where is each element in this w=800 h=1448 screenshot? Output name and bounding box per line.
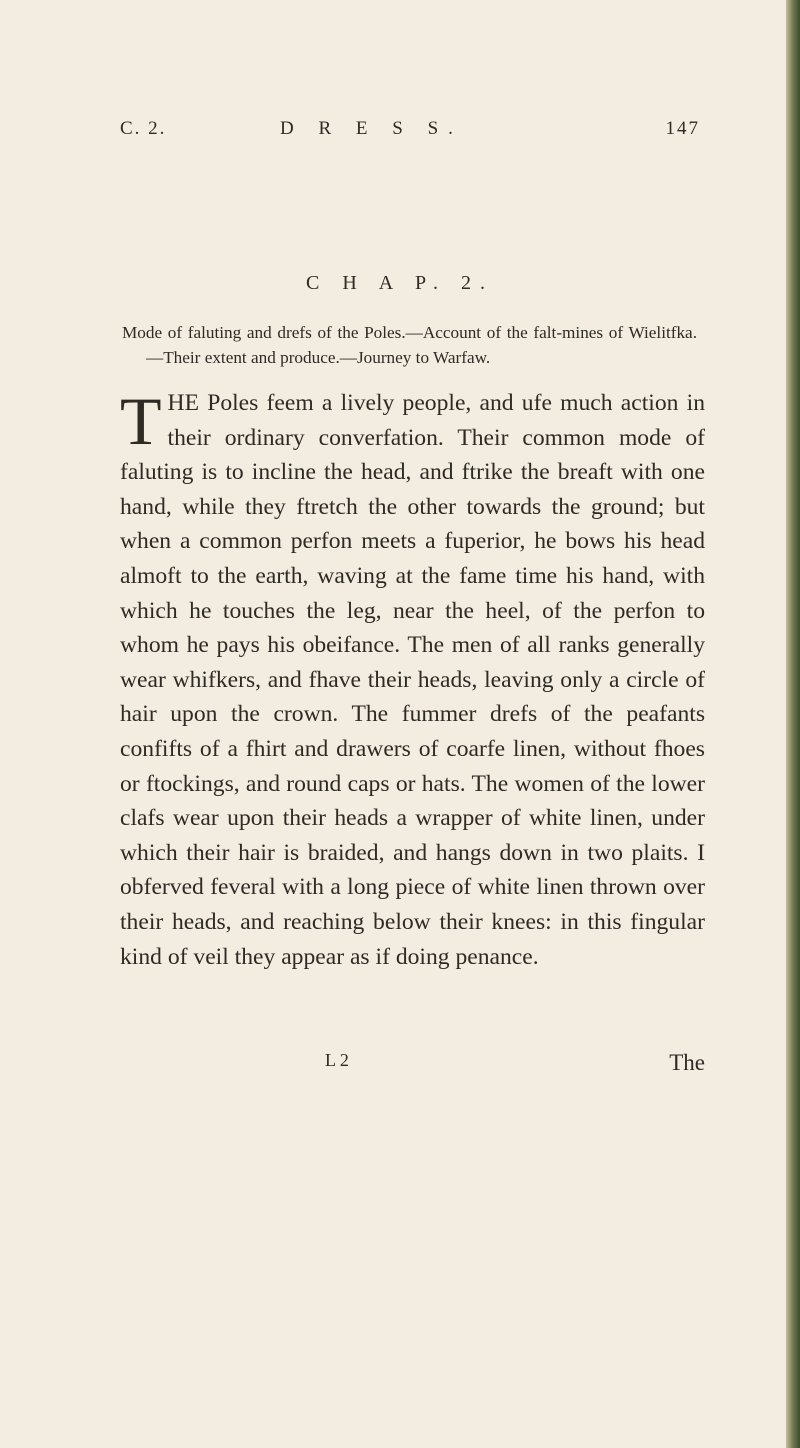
chapter-summary [122,320,697,370]
page-number: 147 [665,118,700,139]
running-head [120,118,700,148]
catchword: The [669,1050,705,1075]
chapter-ref: C. 2. [120,118,167,139]
running-title: D R E S S. [280,118,463,139]
body-paragraph [120,383,705,974]
chapter-heading: C H A P. 2. [306,272,494,294]
drop-cap: T [120,383,162,459]
body-text: HE Poles feem a lively people, and ufe much action in their ordinary converfation. Their common mode of faluting is to incline the head, and ftrike the breaft with one hand, while they ftretch the other towards the ground; but when a common perfon meets a fuperior, he bows his head almoft to the earth, waving at the fame time his hand, with which he touches the leg, near the heel, of the perfon to whom he pays his obeifance. The men of all ranks generally wear whifkers, and fhave their heads, leaving only a circle of hair upon the crown. The fummer drefs of the peafants confifts of a fhirt and drawers of coarfe linen, without fhoes or ftockings, and round caps or hats. The women of the lower clafs wear upon their heads a wrapper of white linen, under which their hair is braided, and hangs down in two plaits. I obferved feveral with a long piece of white linen thrown over their heads, and reaching below their knees: in this fingular kind of veil they appear as if doing penance. [120,390,705,970]
page-binding-edge [786,0,800,1448]
page-footer [120,1050,705,1084]
signature-mark: L 2 [325,1050,349,1070]
chapter-summary-text: Mode of faluting and drefs of the Poles.—Account of the falt-mines of Wielitfka.—Their extent and produce.—Journey to Warfaw. [122,323,697,367]
